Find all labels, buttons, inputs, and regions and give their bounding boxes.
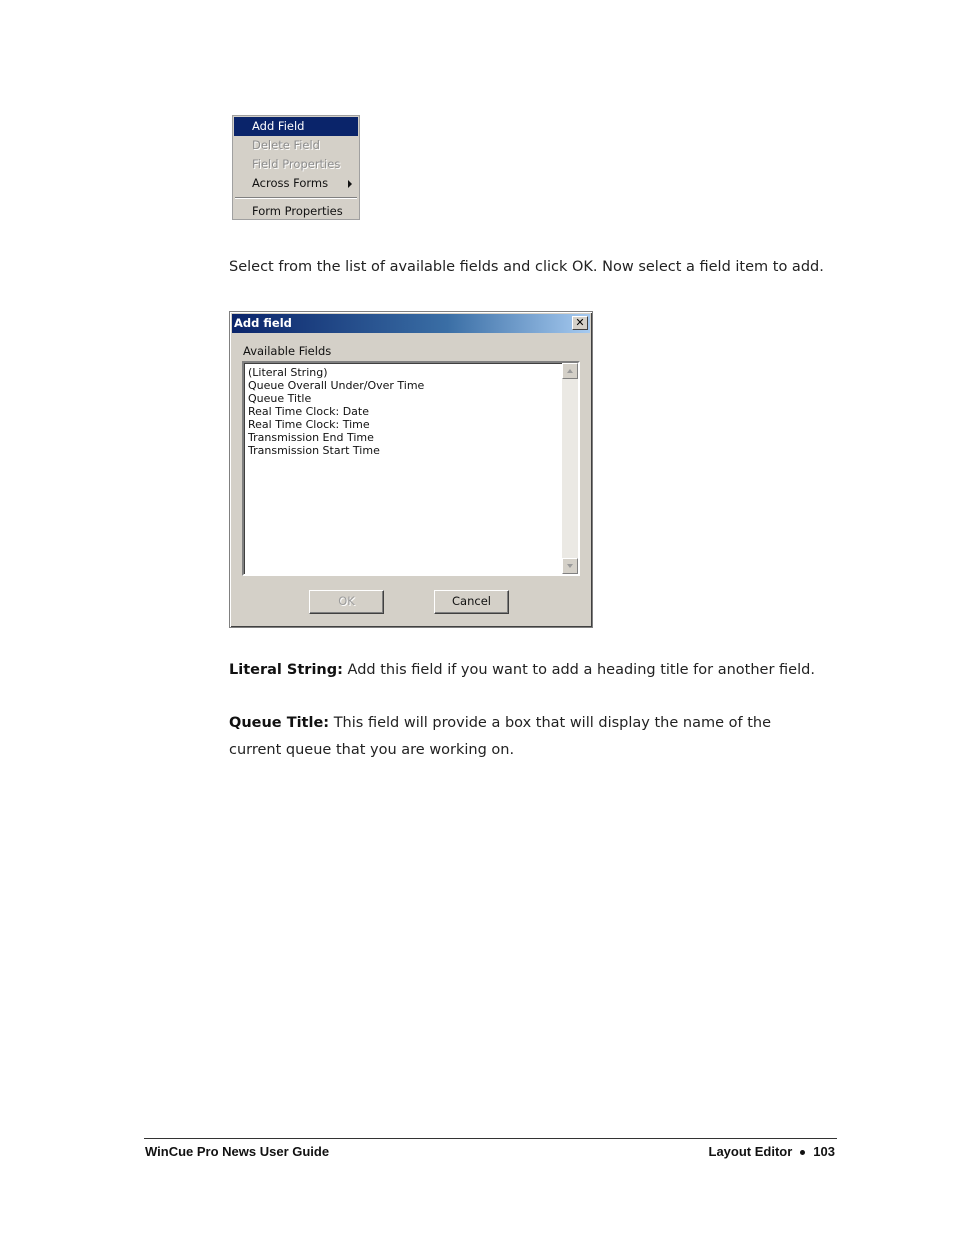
list-item[interactable]: (Literal String) xyxy=(248,366,328,379)
menu-item-delete-field[interactable] xyxy=(234,136,358,155)
scroll-up-button[interactable] xyxy=(562,363,578,379)
available-fields-list[interactable] xyxy=(242,361,580,576)
list-item[interactable]: Queue Overall Under/Over Time xyxy=(248,379,425,392)
definition-term: Queue Title: xyxy=(229,715,330,731)
list-item[interactable]: Transmission End Time xyxy=(248,431,374,444)
menu-item-form-properties[interactable] xyxy=(234,202,358,221)
available-fields-label: Available Fields xyxy=(243,344,332,358)
footer-divider xyxy=(144,1138,837,1139)
definition-queue-title xyxy=(229,710,819,764)
footer-guide-title: WinCue Pro News User Guide xyxy=(145,1144,330,1159)
ok-button[interactable]: OK xyxy=(309,590,384,614)
page-number: 103 xyxy=(813,1144,835,1159)
menu-item-label: Form Properties xyxy=(252,204,343,218)
add-field-dialog xyxy=(229,311,593,628)
menu-item-label: Across Forms xyxy=(252,176,329,190)
menu-item-field-properties[interactable] xyxy=(234,155,358,174)
dialog-titlebar xyxy=(232,314,590,333)
bullet-icon xyxy=(800,1150,805,1155)
context-menu xyxy=(232,115,360,220)
cancel-button[interactable]: Cancel xyxy=(434,590,509,614)
arrow-up-icon xyxy=(567,369,573,373)
definition-literal-string xyxy=(229,657,829,684)
menu-separator xyxy=(235,197,357,199)
dialog-title: Add field xyxy=(234,316,292,330)
close-icon: ✕ xyxy=(575,316,585,329)
vertical-scrollbar[interactable] xyxy=(562,363,578,574)
list-item[interactable]: Real Time Clock: Date xyxy=(248,405,370,418)
definition-term: Literal String: xyxy=(229,662,343,678)
definition-text: This field will provide a box that will display the name of the current queue that you are working on. xyxy=(229,715,771,758)
menu-item-add-field[interactable] xyxy=(234,117,358,136)
submenu-arrow-icon xyxy=(348,180,352,188)
menu-item-label: Delete Field xyxy=(252,138,320,152)
definition-text: Add this field if you want to add a heading title for another field. xyxy=(342,662,815,678)
menu-item-label: Add Field xyxy=(252,119,305,133)
menu-item-across-forms[interactable] xyxy=(234,174,358,193)
menu-item-label: Field Properties xyxy=(252,157,341,171)
arrow-down-icon xyxy=(567,564,573,568)
list-item[interactable]: Queue Title xyxy=(248,392,312,405)
footer-page-info xyxy=(709,1144,835,1159)
scroll-down-button[interactable] xyxy=(562,558,578,574)
list-item[interactable]: Real Time Clock: Time xyxy=(248,418,370,431)
instruction-text: Select from the list of available fields and click OK. Now select a field item to add. xyxy=(229,259,824,275)
close-button[interactable] xyxy=(572,316,588,330)
list-item[interactable]: Transmission Start Time xyxy=(248,444,380,457)
footer-section: Layout Editor xyxy=(708,1144,793,1159)
